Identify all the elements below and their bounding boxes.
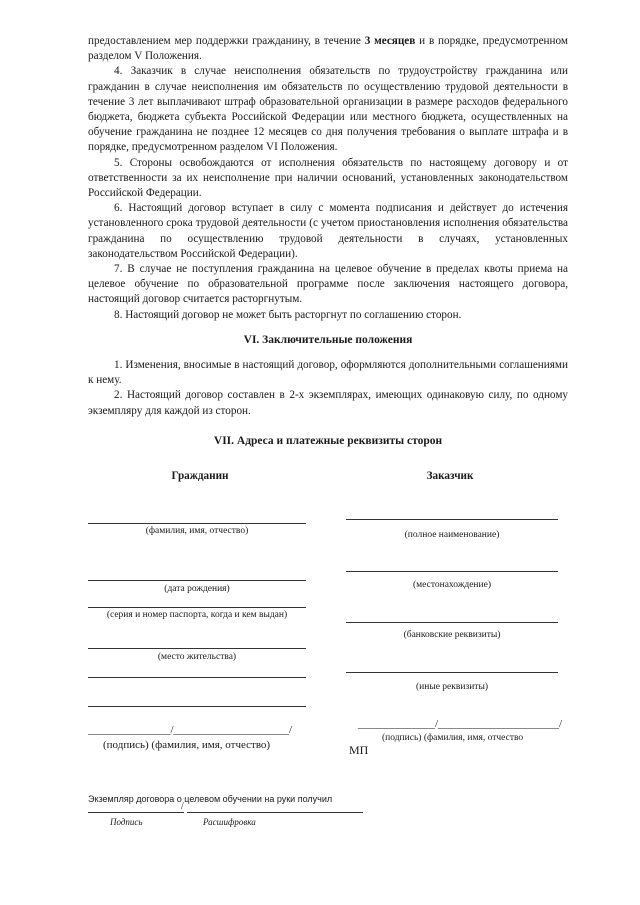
- customer-signature-caption: (подпись) (фамилия, имя, отчество: [382, 733, 524, 743]
- citizen-extra-line-1: [88, 677, 306, 678]
- receipt-decoding-label: Расшифровка: [203, 817, 256, 827]
- stamp-label: МП: [349, 743, 369, 757]
- customer-title: Заказчик: [426, 470, 474, 482]
- citizen-passport-caption: (серия и номер паспорта, когда и кем выдан): [106, 610, 288, 620]
- receipt-separator: /: [181, 801, 184, 812]
- citizen-birth-caption: (дата рождения): [164, 584, 230, 594]
- receipt-text: Экземпляр договора о целевом обучении на руки получил: [88, 794, 333, 804]
- paragraph-8: 8. Настоящий договор не может быть расторгнут по соглашению сторон.: [114, 308, 462, 321]
- section-6-text: [88, 358, 568, 419]
- citizen-fio-caption: (фамилия, имя, отчество): [145, 526, 249, 536]
- paragraph-4: 4. Заказчик в случае неисполнения обязательств по трудоустройству гражданина или гражданин в случае неисполнения им обязательств по осуществлению трудовой деятельности в течение 3 лет выплачивают штраф образовательной организации в размере расходов федерального бюджета, бюджета субъекта Российской Федерации или местного бюджета, осуществленных на обучение гражданина не позднее 12 месяцев со дня получения требования о выплате штрафа и в порядке, предусмотренном разделом VI Положения.: [88, 65, 568, 154]
- section-6-paragraph-2: 2. Настоящий договор составлен в 2-х экземплярах, имеющих одинаковую силу, по одному экземпляру для каждой из сторон.: [88, 389, 568, 417]
- receipt-decoding-line: [187, 812, 363, 813]
- receipt-signature-label: Подпись: [110, 817, 143, 827]
- citizen-signature-line: _______________/_____________________/: [88, 724, 293, 736]
- receipt-signature-line: [88, 812, 184, 813]
- paragraph-5: 5. Стороны освобождаются от исполнения обязательств по настоящему договору и от ответственности за их неисполнение при наличии оснований, установленных законодательством Российской Федерации.: [88, 156, 568, 200]
- customer-bank-caption: (банковские реквизиты): [403, 630, 501, 640]
- paragraph-6: 6. Настоящий договор вступает в силу с момента подписания и действует до истечения установленного срока трудовой деятельности (с учетом приостановления исполнения обязательства гражданина по осуществлению трудовой деятельности в случаях, установленных законодательством Российской Федерации).: [88, 202, 568, 260]
- section-6-title: VI. Заключительные положения: [243, 334, 413, 346]
- citizen-birth-line: [88, 580, 306, 581]
- customer-name-line: [346, 519, 558, 520]
- section-7-title: VII. Адреса и платежные реквизиты сторон: [213, 435, 443, 447]
- customer-name-caption: (полное наименование): [404, 530, 500, 540]
- citizen-residence-caption: (место жительства): [157, 652, 237, 662]
- customer-location-line: [346, 571, 558, 572]
- customer-location-caption: (местонахождение): [413, 580, 491, 590]
- paragraph-3-end: предоставлением мер поддержки гражданину, в течение 3 месяцев и в порядке, предусмотренном разделом V Положения.: [88, 35, 568, 63]
- paragraph-7: 7. В случае не поступления гражданина на целевое обучение в пределах квоты приема на целевое обучение по образовательной программе после заключения настоящего договора, настоящий договор считается расторгнутым.: [88, 263, 568, 306]
- customer-signature-line: ______________/______________________/: [358, 718, 563, 730]
- citizen-title: Гражданин: [171, 470, 229, 482]
- section-6-paragraph-1: 1. Изменения, вносимые в настоящий договор, оформляются дополнительными соглашениями к нему.: [88, 359, 568, 387]
- citizen-extra-line-2: [88, 706, 306, 707]
- citizen-passport-line: [88, 607, 306, 608]
- citizen-residence-line: [88, 648, 306, 649]
- citizen-fio-line: [88, 523, 306, 524]
- bold-term: 3 месяцев: [364, 35, 416, 47]
- main-text: [88, 34, 568, 323]
- citizen-signature-caption: (подпись) (фамилия, имя, отчество): [103, 739, 271, 751]
- customer-other-line: [346, 672, 558, 673]
- customer-bank-line: [346, 622, 558, 623]
- customer-other-caption: (иные реквизиты): [416, 682, 488, 692]
